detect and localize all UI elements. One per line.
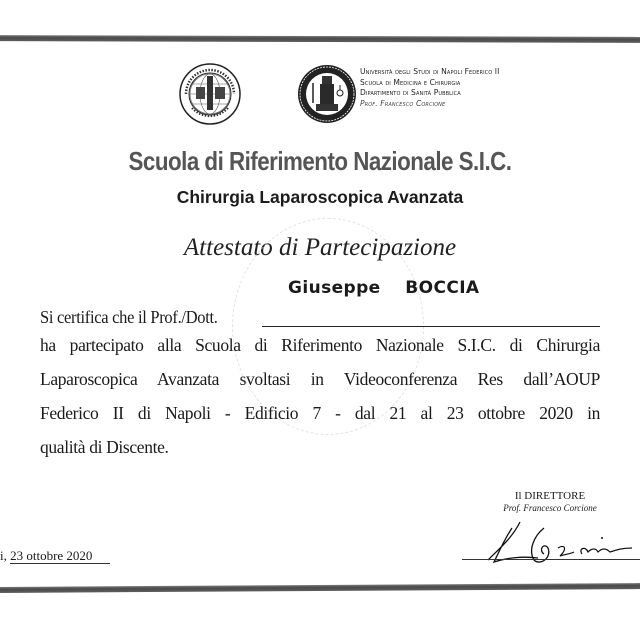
department-name: Dipartimento di Sanità Pubblica <box>360 88 461 97</box>
body-line-4: qualità di Discente. <box>40 437 169 457</box>
school-name: Scuola di Medicina e Chirurgia <box>360 77 461 87</box>
body-line-1: ha partecipato alla Scuola di Riferimento Nazionale S.I.C. di Chirurgia <box>40 335 600 355</box>
date-underline <box>10 563 110 564</box>
director-name: Prof. Francesco Corcione <box>503 503 597 513</box>
signature-icon <box>482 518 640 568</box>
professor-name: Prof. Francesco Corcione <box>360 98 446 108</box>
body-line-3: Federico II di Napoli - Edificio 7 - dal 21 al 23 ottobre 2020 in <box>40 403 600 423</box>
issue-date: i, 23 ottobre 2020 <box>0 548 93 563</box>
sic-seal-icon <box>178 62 242 126</box>
course-subtitle: Chirurgia Laparoscopica Avanzata <box>176 187 464 207</box>
body-line-2: Laparoscopica Avanzata svoltasi in Videoconferenza Res dall’AOUP <box>40 369 600 389</box>
certify-intro: Si certifica che il Prof./Dott. <box>40 307 218 327</box>
top-border-line <box>0 35 640 43</box>
bottom-border-line <box>0 583 640 593</box>
director-block <box>490 490 610 513</box>
unina-seal-icon <box>296 63 358 125</box>
recipient-name: Giuseppe BOCCIA <box>288 278 480 298</box>
university-header <box>360 67 499 109</box>
director-title: Il DIRETTORE <box>514 490 586 502</box>
name-underline <box>262 326 600 327</box>
university-name: Università degli Studi di Napoli Federico II <box>360 67 500 76</box>
certificate-title: Attestato di Partecipazione <box>183 234 457 261</box>
school-title: Scuola di Riferimento Nazionale S.I.C. <box>128 146 512 176</box>
signature-line <box>462 559 640 560</box>
